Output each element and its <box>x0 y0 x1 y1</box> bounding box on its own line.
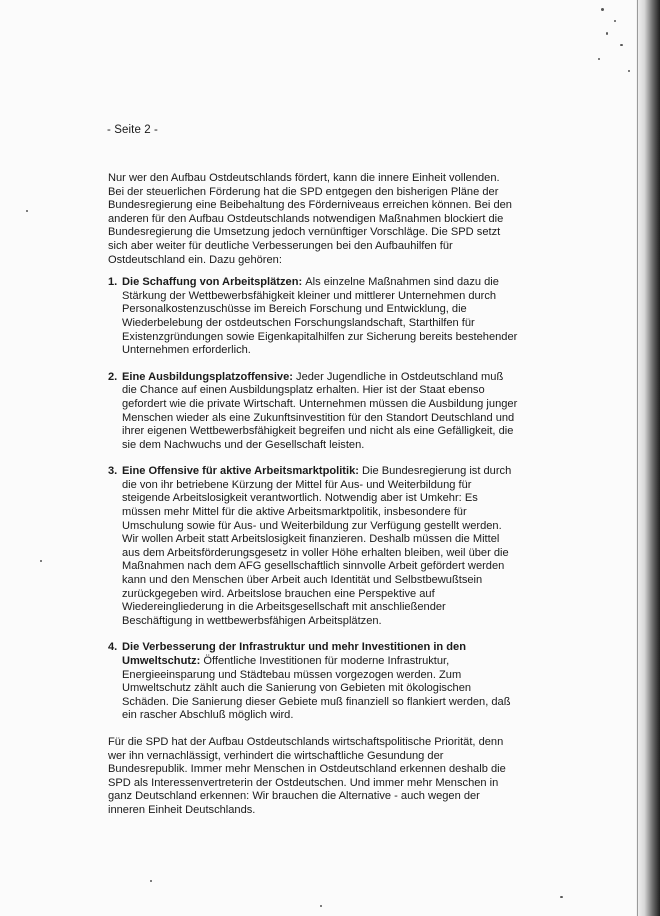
scan-speckle <box>320 905 322 907</box>
scan-edge-shadow <box>636 0 660 916</box>
list-item-number: 3. <box>108 465 118 478</box>
measures-list <box>108 276 518 723</box>
list-item-text: Als einzelne Maßnahmen sind dazu die Stärkung der Wettbewerbsfähigkeit kleiner und mittlerer Unternehmen durch Personalkostenzuschüsse im Bereich Forschung und Entwicklung, die Wiederbelebung der ostdeutschen Forschungslandschaft, Starthilfen für Existenzgründungen sowie Eigenkapitalhilfen zur Sicherung bereits bestehender Unternehmen erforderlich. <box>122 276 518 357</box>
scan-speckle <box>26 210 28 212</box>
scan-speckle <box>628 70 630 72</box>
list-item <box>108 371 518 453</box>
scan-speckle <box>606 32 608 35</box>
list-item-number: 4. <box>108 641 118 654</box>
scan-speckle <box>40 560 42 562</box>
list-item <box>108 465 518 628</box>
list-item <box>108 276 518 358</box>
scan-speckle <box>598 58 600 60</box>
list-item-number: 2. <box>108 370 118 383</box>
intro-paragraph: Nur wer den Aufbau Ostdeutschlands fördert, kann die innere Einheit vollenden. Bei der steuerlichen Förderung hat die SPD entgegen den bisherigen Pläne der Bundesregierung eine Beibehaltung des Förderniveaus erreichen können. Bei den anderen für den Aufbau Ostdeutschlands notwendigen Maßnahmen blockiert die Bundesregierung die Umsetzung jedoch vernünftiger Vorschläge. Die SPD setzt sich aber weiter für deutliche Verbesserungen bei den Aufbauhilfen für Ostdeutschland ein. Dazu gehören: <box>108 172 512 266</box>
list-item-title: Eine Offensive für aktive Arbeitsmarktpolitik: <box>122 465 363 478</box>
scan-speckle <box>150 880 152 882</box>
scan-speckle <box>560 896 563 898</box>
scan-speckle <box>620 44 623 46</box>
list-item-title: Die Schaffung von Arbeitsplätzen: <box>122 276 306 289</box>
closing-paragraph: Für die SPD hat der Aufbau Ostdeutschlands wirtschaftspolitische Priorität, denn wer ihn vernachlässigt, verhindert die wirtschaftliche Gesundung der Bundesrepublik. Immer mehr Menschen in Ostdeutschland erkennen deshalb die SPD als Interessenvertreterin der Ostdeutschen. Und immer mehr Menschen in ganz Deutschland erkennen: Wir brauchen die Alternative - auch wegen der inneren Einheit Deutschlands. <box>108 735 506 816</box>
list-item-number: 1. <box>108 276 118 289</box>
list-item-text: Öffentliche Investitionen für moderne Infrastruktur, Energieeinsparung und Städtebau müssen vorgezogen werden. Zum Umweltschutz zählt auch die Sanierung von Gebieten mit ökologischen Schäden. Die Sanierung dieser Gebiete muß finanziell so flankiert werden, daß ein rascher Abschluß möglich wird. <box>122 655 511 722</box>
list-item-text: Die Bundesregierung ist durch die von ihr betriebene Kürzung der Mittel für Aus- und Weiterbildung für steigende Arbeitslosigkeit verantwortlich. Notwendig aber ist Umkehr: Es müssen mehr Mittel für die aktive Arbeitsmarktpolitik, insbesondere für Umschulung sowie für Aus- und Weiterbildung zur Verfügung gestellt werden. Wir wollen Arbeit statt Arbeitslosigkeit finanzieren. Deshalb müssen die Mittel aus dem Arbeitsförderungsgesetz in voller Höhe erhalten bleiben, weil über die Maßnahmen nach dem AFG gesellschaftlich sinnvolle Arbeit gefördert werden kann und den Menschen über Arbeit auch Identität und Selbstbewußtsein zurückgegeben wird. Arbeitslose brauchen eine Perspektive auf Wiedereingliederung in die Arbeitsgesellschaft mit anschließender Beschäftigung in wettbewerbsfähigen Arbeitsplätzen. <box>122 465 512 627</box>
scan-speckle <box>614 20 616 22</box>
list-item-title: Die Verbesserung der Infrastruktur und mehr Investitionen in den Umweltschutz: <box>122 641 466 667</box>
list-item-text: Jeder Jugendliche in Ostdeutschland muß die Chance auf einen Ausbildungsplatz erhalten. Hier ist der Staat ebenso gefordert wie die private Wirtschaft. Unternehmen müssen die Ausbildung junger Menschen wieder als eine Zukunftsinvestition für den Standort Deutschland und ihrer eigenen Wettbewerbsfähigkeit begreifen und nicht als eine Gefälligkeit, die sie dem Nachwuchs und der Gesellschaft leisten. <box>122 370 518 451</box>
page-number: - Seite 2 - <box>107 124 158 136</box>
list-item <box>108 641 518 723</box>
list-item-title: Eine Ausbildungsplatzoffensive: <box>122 370 297 383</box>
scan-speckle <box>601 8 604 11</box>
scan-edge-line <box>637 0 638 916</box>
document-body <box>108 172 518 818</box>
